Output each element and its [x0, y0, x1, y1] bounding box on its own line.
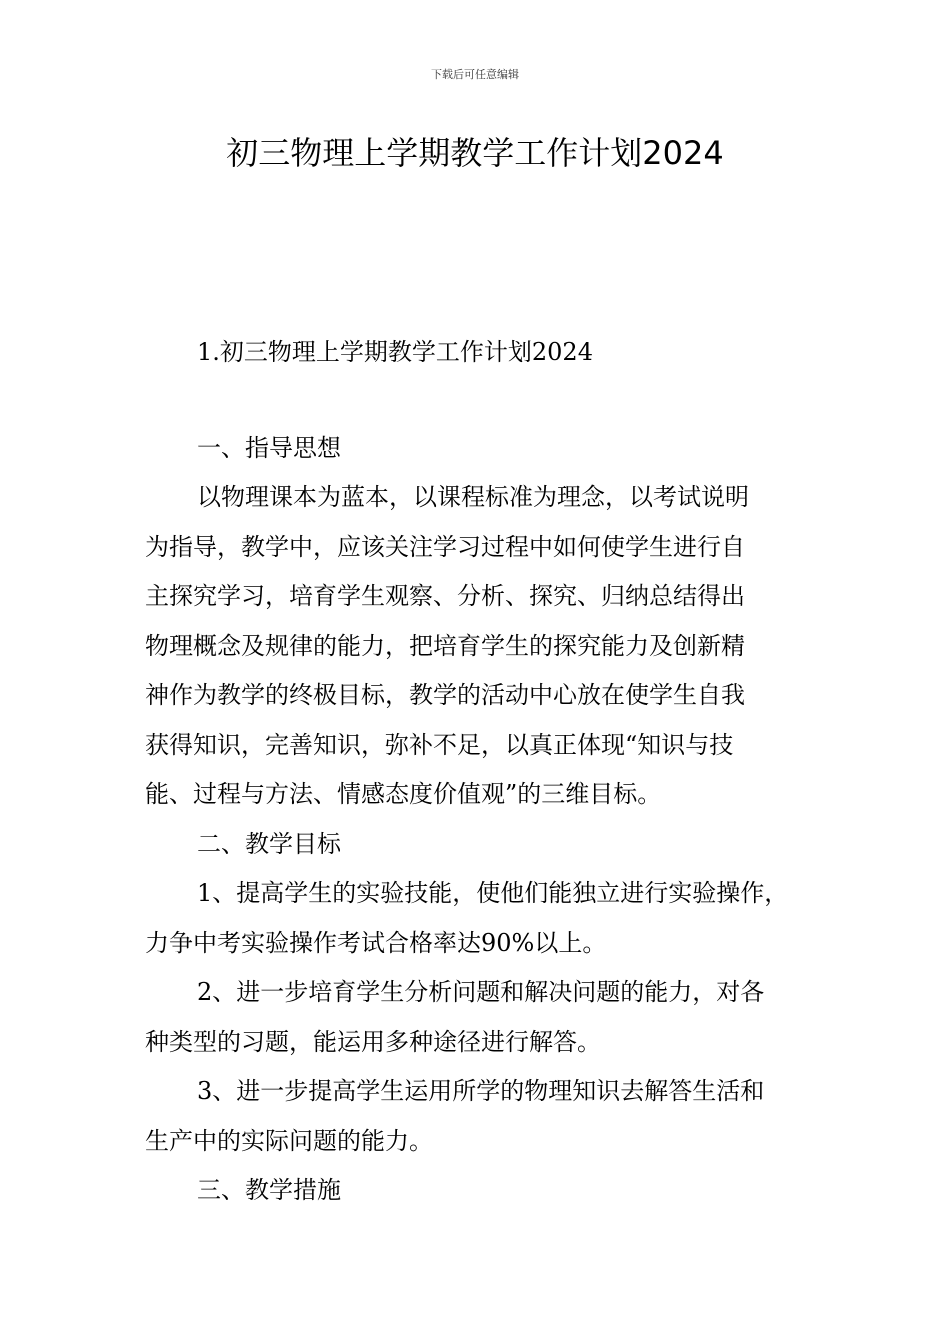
paragraph-line: 物理概念及规律的能力，把培育学生的探究能力及创新精	[145, 632, 745, 660]
paragraph-line: 获得知识，完善知识，弥补不足，以真正体现“知识与技	[145, 731, 734, 759]
paragraph-line: 3、进一步提高学生运用所学的物理知识去解答生活和	[197, 1077, 765, 1105]
paragraph-line: 神作为教学的终极目标，教学的活动中心放在使学生自我	[145, 681, 745, 709]
section-heading-guiding-ideology: 一、指导思想	[197, 434, 341, 462]
section-heading-teaching-goals: 二、教学目标	[197, 830, 341, 858]
paragraph-line: 生产中的实际问题的能力。	[145, 1127, 433, 1155]
paragraph-line: 为指导，教学中，应该关注学习过程中如何使学生进行自	[145, 533, 745, 561]
document-title: 初三物理上学期教学工作计划2024	[226, 134, 724, 172]
paragraph-line: 1、提高学生的实验技能，使他们能独立进行实验操作，	[197, 879, 789, 907]
paragraph-line: 力争中考实验操作考试合格率达90%以上。	[145, 929, 607, 957]
paragraph-line: 主探究学习，培育学生观察、分析、探究、归纳总结得出	[145, 582, 745, 610]
paragraph-line: 能、过程与方法、情感态度价值观”的三维目标。	[145, 780, 662, 808]
paragraph-line: 以物理课本为蓝本，以课程标准为理念，以考试说明	[197, 483, 749, 511]
section-heading-teaching-measures: 三、教学措施	[197, 1176, 341, 1204]
header-note: 下载后可任意编辑	[431, 68, 519, 81]
section-heading-plan: 1.初三物理上学期教学工作计划2024	[197, 338, 593, 366]
paragraph-line: 2、进一步培育学生分析问题和解决问题的能力，对各	[197, 978, 765, 1006]
paragraph-line: 种类型的习题，能运用多种途径进行解答。	[145, 1028, 601, 1056]
